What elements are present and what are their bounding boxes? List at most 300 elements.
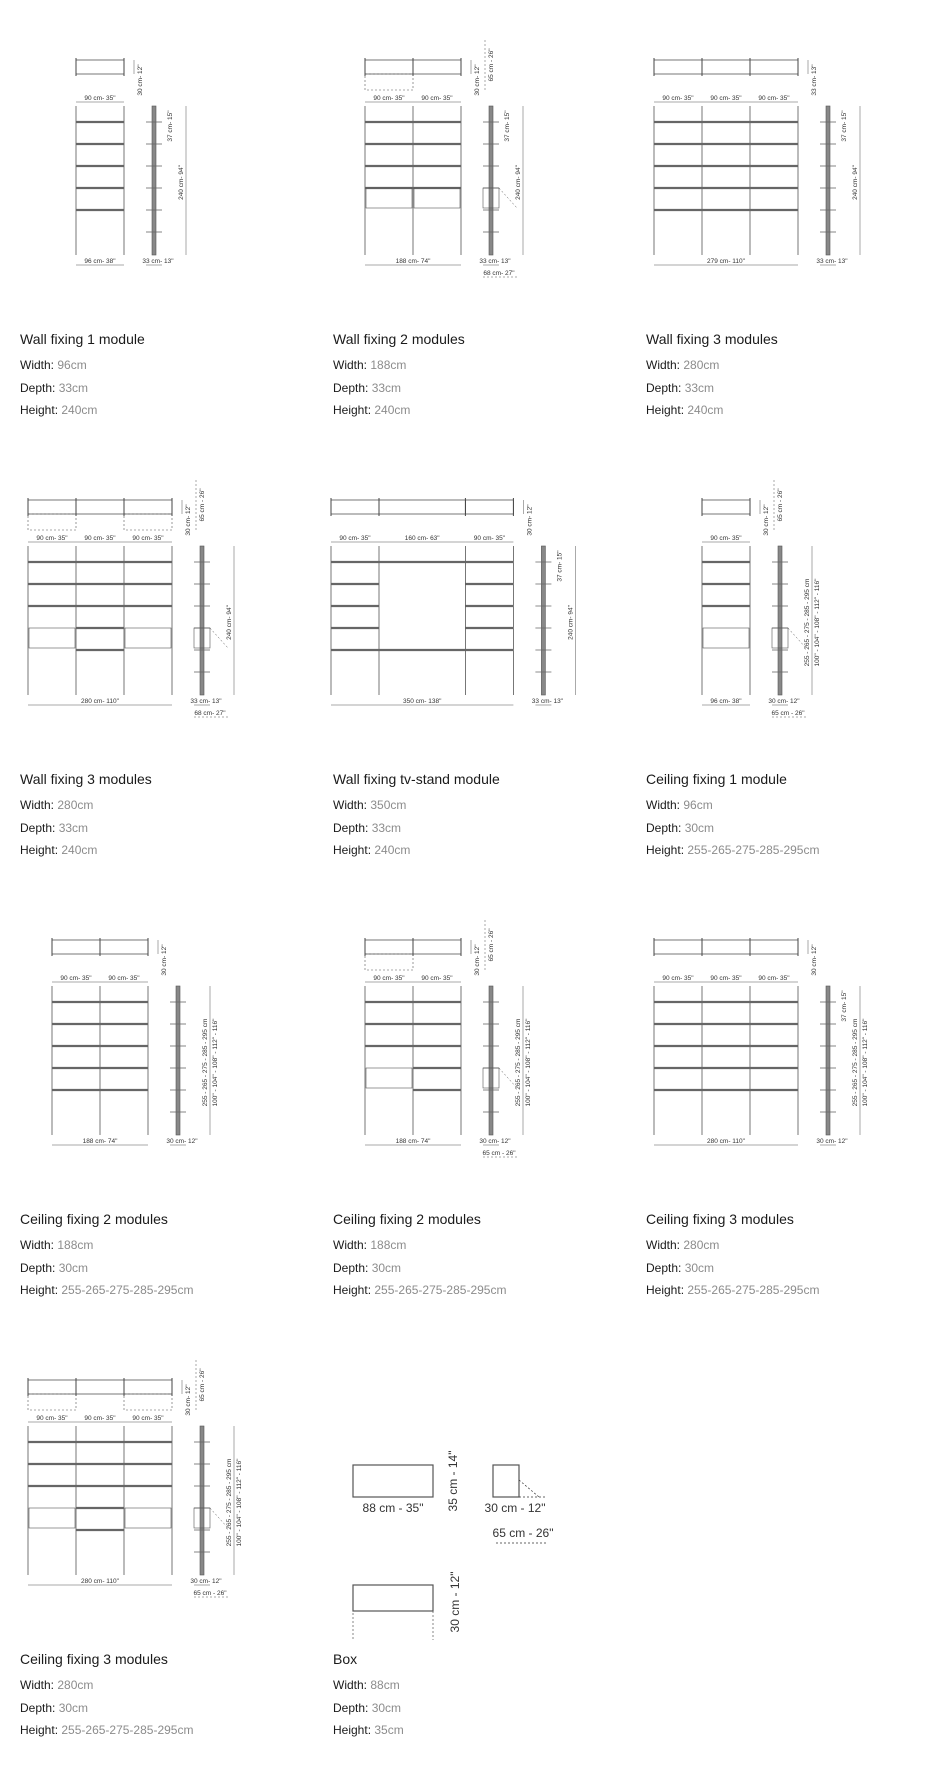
spec-label: Width: [20,1678,55,1692]
side-depth-label: 30 cm- 12" [166,1138,198,1145]
box-open-depth-label: 65 cm - 26" [492,1526,554,1540]
product-card[interactable] [626,880,939,1320]
front-view [28,1426,172,1585]
spec-value: 33cm [58,820,89,835]
side-view [816,106,860,265]
top-view-shelf [52,940,100,954]
side-view [479,106,523,277]
spec-label: Height: [20,1283,59,1297]
spec-label: Height: [20,403,59,417]
top-view-depth-label: 30 cm- 12" [763,504,770,536]
spec-height [20,1719,310,1742]
front-view [654,986,798,1145]
front-width-label: 96 cm- 38" [710,698,742,705]
spec-width [20,794,310,817]
side-post [152,106,156,255]
top-view-depth-label: 30 cm- 12" [137,64,144,96]
product-drawing [0,440,313,760]
top-view-segment-label: 90 cm- 35" [339,535,371,542]
top-view-segment-label: 90 cm- 35" [710,95,742,102]
spec-value: 350cm [370,798,407,812]
side-post [489,986,493,1135]
side-depth-label: 30 cm- 12" [190,1578,222,1585]
front-box [366,188,412,208]
spec-value: 188cm [370,1238,407,1252]
top-view-segment-label: 90 cm- 35" [36,1415,68,1422]
top-view-box-depth-label: 65 cm - 26" [199,1368,206,1402]
top-view-depth-label: 30 cm- 12" [526,504,534,536]
spec-label: Width: [333,1238,368,1252]
top-view-box-outline [124,1394,172,1410]
top-view-box-depth-label: 65 cm - 26" [488,928,495,962]
top-view-box-depth-label: 65 cm - 26" [199,488,206,522]
top-view-segment-label: 90 cm- 35" [84,535,116,542]
front-width-label: 188 cm- 74" [395,258,431,265]
side-box-depth-label: 68 cm- 27" [483,270,515,277]
top-view-shelf [702,60,750,74]
side-top-gap-label: 37 cm- 15" [556,550,564,582]
spec-height [646,1279,936,1302]
product-title: Ceiling fixing 1 module [646,771,787,787]
spec-value: 33cm [371,820,402,835]
spec-label: Depth: [646,1260,682,1275]
front-width-label: 280 cm- 110" [81,698,119,705]
top-view-box-outline [28,1394,76,1410]
top-view-shelf [702,940,750,954]
product-info [20,770,310,862]
spec-depth [333,817,623,840]
top-view-segment-label: 90 cm- 35" [132,535,164,542]
product-drawing [313,880,626,1200]
box-drawing [353,1451,553,1640]
box-open-height-label: 30 cm - 12" [448,1571,462,1633]
spec-value: 96cm [683,798,713,812]
side-post [778,546,782,695]
spec-label: Depth: [20,820,56,835]
top-view-segment-label: 90 cm- 35" [84,95,116,102]
spec-value: 280cm [683,358,720,372]
spec-width [333,1234,623,1257]
top-view-shelf [28,500,76,514]
spec-depth [20,1697,310,1720]
product-info [20,330,310,422]
product-title: Wall fixing 3 modules [646,331,778,347]
front-box [366,1068,412,1088]
side-view [166,986,219,1145]
box-front [353,1465,433,1497]
spec-value: 255-265-275-285-295cm [61,1283,194,1297]
product-title: Wall fixing 2 modules [333,331,465,347]
spec-label: Width: [20,798,55,812]
spec-value: 280cm [57,1678,94,1692]
spec-depth [646,817,936,840]
top-view-shelf [413,940,461,954]
product-card[interactable] [0,880,313,1320]
product-info [333,770,623,862]
product-card[interactable] [313,0,626,440]
spec-value: 255-265-275-285-295cm [374,1283,507,1297]
spec-width [646,794,936,817]
box-width-label: 88 cm - 35" [362,1501,424,1515]
top-view-shelf [654,940,702,954]
side-view [190,1426,243,1597]
top-view-shelf [465,500,513,514]
spec-label: Height: [646,403,685,417]
top-view-depth-label: 30 cm- 12" [474,64,481,96]
top-view-shelf [654,60,702,74]
product-drawing [0,0,313,320]
product-title: Wall fixing tv-stand module [333,771,500,787]
product-drawing [0,1320,313,1640]
product-card[interactable] [313,880,626,1320]
spec-depth [333,1697,623,1720]
spec-label: Depth: [20,1260,56,1275]
top-view-segment-label: 90 cm- 35" [60,975,92,982]
box-side-open [519,1480,539,1497]
top-view [654,938,818,982]
top-view-segment-label: 90 cm- 35" [662,975,694,982]
product-drawing [313,0,626,320]
spec-label: Width: [20,1238,55,1252]
top-view-shelf [124,1380,172,1394]
spec-height [333,1719,623,1742]
top-view-segment-label: 90 cm- 35" [132,1415,164,1422]
product-info [20,1210,310,1302]
product-drawing [626,0,939,320]
top-view [52,938,168,982]
side-view [768,546,821,717]
spec-label: Width: [333,798,368,812]
side-post [826,986,830,1135]
spec-value: 30cm [58,1700,89,1715]
spec-label: Height: [333,1283,372,1297]
front-box [29,628,75,648]
top-view [365,920,495,982]
side-top-gap-label: 37 cm- 15" [841,990,848,1022]
box-side [493,1465,519,1497]
top-view [28,1360,206,1422]
spec-label: Height: [333,403,372,417]
spec-depth [646,1257,936,1280]
spec-width [646,1234,936,1257]
top-view [76,58,144,102]
product-card[interactable] [313,440,626,880]
side-height-label: 240 cm- 94" [567,605,575,640]
side-post [541,546,545,695]
front-box [29,1508,75,1528]
spec-depth [333,377,623,400]
spec-depth [333,1257,623,1280]
product-card[interactable] [626,440,939,880]
side-height-label: 255 - 265 - 275 - 285 - 295 cm [226,1458,233,1547]
side-depth-label: 33 cm- 13" [479,258,511,265]
top-view-depth-label: 33 cm- 13" [811,64,818,96]
spec-label: Depth: [20,380,56,395]
top-view-shelf [365,940,413,954]
top-view-segment-label: 90 cm- 35" [84,1415,116,1422]
top-view-segment-label: 90 cm- 35" [758,95,790,102]
spec-value: 30cm [684,1260,715,1275]
spec-value: 240cm [61,403,98,417]
spec-width [20,1674,310,1697]
spec-label: Depth: [20,1700,56,1715]
product-card[interactable] [0,440,313,880]
side-box-depth-label: 65 cm - 26" [193,1590,227,1597]
spec-value: 188cm [370,358,407,372]
top-view-shelf [365,60,413,74]
top-view-shelf [413,60,461,74]
top-view-shelf [100,940,148,954]
spec-height [333,399,623,422]
spec-value: 240cm [687,403,724,417]
top-view-segment-label: 90 cm- 35" [373,975,405,982]
side-height-label: 240 cm- 94" [515,165,522,200]
technical-drawing-svg [313,880,626,1200]
top-view [654,58,818,102]
technical-drawing-svg [626,0,939,320]
technical-drawing-svg [0,440,313,760]
side-top-gap-label: 37 cm- 15" [841,110,848,142]
product-drawing [313,440,626,760]
front-box [125,628,171,648]
top-view-shelf [331,500,379,514]
spec-height [20,1279,310,1302]
spec-value: 33cm [58,380,89,395]
spec-value: 255-265-275-285-295cm [687,1283,820,1297]
side-box-depth-label: 65 cm - 26" [771,710,805,717]
technical-drawing-svg [313,1320,626,1640]
technical-drawing-svg [0,0,313,320]
top-view-depth-label: 30 cm- 12" [185,504,192,536]
side-box-depth-label: 68 cm- 27" [194,710,226,717]
side-height-label-inches: 100" - 104" - 108" - 112" - 116" [525,1018,532,1107]
top-view-shelf [124,500,172,514]
spec-height [333,839,623,862]
spec-label: Width: [333,1678,368,1692]
side-view [142,106,186,265]
top-view-box-depth-label: 65 cm - 26" [488,48,495,82]
product-title: Wall fixing 1 module [20,331,145,347]
spec-value: 30cm [371,1700,402,1715]
spec-value: 240cm [374,403,411,417]
spec-width [333,794,623,817]
spec-value: 240cm [374,843,411,857]
side-top-gap-label: 37 cm- 15" [504,110,511,142]
side-depth-label: 30 cm- 12" [768,698,800,705]
front-view [52,986,148,1145]
product-card[interactable] [313,1320,626,1760]
front-view [365,106,461,265]
spec-width [20,1234,310,1257]
front-view [76,106,124,265]
product-drawing [313,1320,626,1640]
side-depth-label: 30 cm- 12" [479,1138,511,1145]
side-height-label-inches: 100" - 104" - 108" - 112" - 116" [814,578,821,667]
box-height-label: 35 cm - 14" [446,1450,460,1512]
product-drawing [626,440,939,760]
product-info [646,330,936,422]
top-view-box-depth-label: 65 cm - 26" [777,488,784,522]
technical-drawing-svg [0,1320,313,1640]
front-box [414,188,460,208]
spec-depth [20,817,310,840]
spec-height [333,1279,623,1302]
top-view [331,498,533,542]
side-height-label: 255 - 265 - 275 - 285 - 295 cm [515,1018,522,1107]
side-view [479,986,532,1157]
top-view-segment-label: 90 cm- 35" [662,95,694,102]
side-depth-label: 30 cm- 12" [816,1138,848,1145]
spec-value: 188cm [57,1238,94,1252]
product-drawing [0,880,313,1200]
spec-label: Depth: [333,380,369,395]
top-view-box-outline [124,514,172,530]
product-card[interactable] [0,1320,313,1760]
top-view-segment-label: 90 cm- 35" [758,975,790,982]
front-width-label: 188 cm- 74" [82,1138,118,1145]
side-height-label: 255 - 265 - 275 - 285 - 295 cm [852,1018,859,1107]
spec-label: Depth: [333,1260,369,1275]
spec-label: Width: [333,358,368,372]
spec-depth [20,1257,310,1280]
top-view-box-outline [28,514,76,530]
spec-height [646,399,936,422]
front-width-label: 350 cm- 138" [402,698,442,705]
top-view-shelf [28,1380,76,1394]
front-view [28,546,172,705]
side-box-depth-label: 65 cm - 26" [482,1150,516,1157]
spec-value: 280cm [57,798,94,812]
side-height-label: 240 cm- 94" [226,605,233,640]
top-view-segment-label: 90 cm- 35" [373,95,405,102]
top-view-depth-label: 30 cm- 12" [185,1384,192,1416]
side-height-label-inches: 100" - 104" - 108" - 112" - 116" [212,1018,219,1107]
spec-label: Height: [20,1723,59,1737]
product-title: Ceiling fixing 3 modules [20,1651,168,1667]
side-top-gap-label: 37 cm- 15" [167,110,174,142]
spec-depth [20,377,310,400]
product-card[interactable] [0,0,313,440]
top-view-shelf [76,500,124,514]
side-height-label: 240 cm- 94" [178,165,185,200]
spec-depth [646,377,936,400]
top-view-segment-label: 90 cm- 35" [710,975,742,982]
top-view-segment-label: 90 cm- 35" [421,975,453,982]
product-info [646,1210,936,1302]
front-box [703,628,749,648]
product-drawing [626,880,939,1200]
spec-value: 35cm [374,1723,404,1737]
technical-drawing-svg [313,0,626,320]
product-title: Wall fixing 3 modules [20,771,152,787]
spec-label: Width: [646,358,681,372]
side-depth-label: 33 cm- 13" [142,258,174,265]
technical-drawing-svg [626,880,939,1200]
spec-width [20,354,310,377]
top-view-segment-label: 90 cm- 35" [473,535,506,542]
front-width-label: 280 cm- 110" [707,1138,745,1145]
spec-value: 30cm [371,1260,402,1275]
top-view-shelf [76,1380,124,1394]
front-view [365,986,461,1145]
side-height-label: 240 cm- 94" [852,165,859,200]
spec-value: 88cm [370,1678,400,1692]
box-top [353,1585,433,1611]
product-title: Ceiling fixing 2 modules [333,1211,481,1227]
product-info [646,770,936,862]
front-width-label: 279 cm- 110" [707,258,745,265]
product-info [333,330,623,422]
top-view-segment-label: 90 cm- 35" [710,535,742,542]
spec-value: 33cm [371,380,402,395]
top-view-shelf [750,940,798,954]
side-view [816,986,869,1145]
side-depth-label: 33 cm- 13" [190,698,222,705]
front-width-label: 188 cm- 74" [395,1138,431,1145]
side-depth-label: 33 cm- 13" [816,258,848,265]
technical-drawing-svg [0,880,313,1200]
side-height-label: 255 - 265 - 275 - 285 - 295 cm [202,1018,209,1107]
side-post [176,986,180,1135]
spec-label: Depth: [333,1700,369,1715]
spec-label: Depth: [646,380,682,395]
top-view-box-outline [365,954,413,970]
top-view [702,480,784,542]
spec-label: Height: [333,1723,372,1737]
front-box [125,1508,171,1528]
top-view-shelf [76,60,124,74]
spec-value: 255-265-275-285-295cm [687,843,820,857]
spec-label: Height: [20,843,59,857]
side-view [190,546,234,717]
technical-drawing-svg [626,440,939,760]
spec-value: 280cm [683,1238,720,1252]
side-height-label-inches: 100" - 104" - 108" - 112" - 116" [236,1458,243,1547]
front-width-label: 280 cm- 110" [81,1578,119,1585]
front-view [654,106,798,265]
side-post [200,1426,204,1575]
spec-label: Height: [646,1283,685,1297]
front-width-label: 96 cm- 38" [84,258,116,265]
top-view-segment-label: 90 cm- 35" [421,95,453,102]
side-depth-label: 33 cm- 13" [531,698,564,705]
spec-label: Depth: [333,820,369,835]
spec-width [646,354,936,377]
side-view [532,546,576,705]
top-view-segment-label: 90 cm- 35" [108,975,140,982]
product-card[interactable] [626,0,939,440]
technical-drawing-svg [313,440,626,760]
spec-label: Width: [646,1238,681,1252]
spec-label: Height: [333,843,372,857]
spec-value: 33cm [684,380,715,395]
top-view-box-outline [365,74,413,90]
spec-label: Depth: [646,820,682,835]
product-info [333,1650,623,1742]
spec-value: 255-265-275-285-295cm [61,1723,194,1737]
front-view [702,546,750,705]
spec-label: Width: [20,358,55,372]
top-view-depth-label: 30 cm- 12" [811,944,818,976]
top-view-segment-label: 160 cm- 63" [404,535,440,542]
spec-label: Width: [646,798,681,812]
spec-value: 240cm [61,843,98,857]
top-view-shelf [379,500,465,514]
top-view-depth-label: 30 cm- 12" [474,944,481,976]
product-info [333,1210,623,1302]
top-view-depth-label: 30 cm- 12" [161,944,168,976]
spec-height [646,839,936,862]
